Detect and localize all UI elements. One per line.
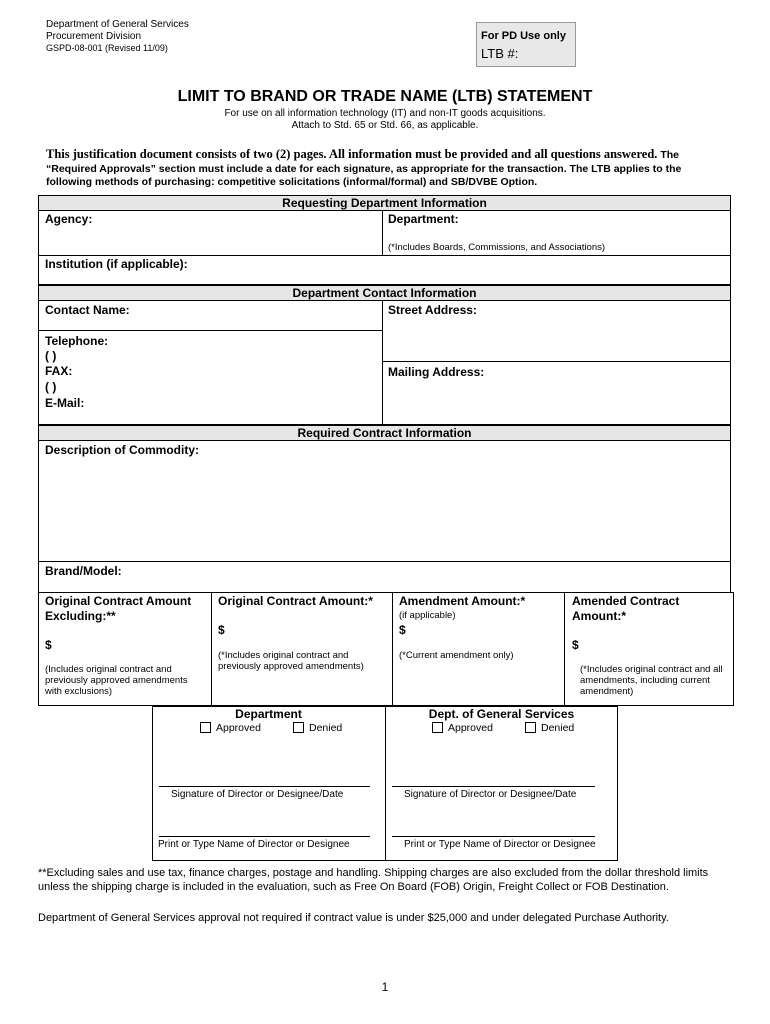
divider bbox=[382, 300, 383, 425]
intro-rest: The “Required Approvals” section must include a date for each signature, as appropriate for the transaction. The LTB applies to the following methods of purchasing: competitive solicitations (informal/formal) and SB/DVBE Option. bbox=[46, 149, 682, 188]
amended-contract-title: Amended Contract Amount:* bbox=[572, 594, 680, 623]
divider bbox=[382, 361, 731, 362]
divider bbox=[382, 210, 383, 256]
page-title: LIMIT TO BRAND OR TRADE NAME (LTB) STATEMENT bbox=[177, 88, 593, 105]
fax-area-code[interactable]: ( ) bbox=[45, 380, 57, 394]
amendment-amount-value[interactable]: $ bbox=[399, 623, 406, 637]
footnote-dgs-approval: Department of General Services approval not required if contract value is under $25,000 and under delegated Purchase Authority. bbox=[38, 912, 669, 924]
brand-model-label[interactable]: Brand/Model: bbox=[45, 564, 122, 578]
intro-lead: This justification document consists of two (2) pages. All information must be provided and all questions answered. bbox=[46, 147, 658, 161]
pd-use-title: For PD Use only bbox=[481, 30, 566, 42]
dept-signature-label: Signature of Director or Designee/Date bbox=[171, 789, 344, 800]
subtitle-usage: For use on all information technology (IT) and non-IT goods acquisitions. bbox=[224, 108, 546, 119]
intro-paragraph bbox=[46, 148, 706, 190]
original-excluding-amount[interactable]: $ bbox=[45, 638, 52, 652]
dgs-approved-checkbox[interactable] bbox=[432, 722, 443, 733]
fax-label[interactable]: FAX: bbox=[45, 364, 73, 378]
dept-print-name-line[interactable] bbox=[159, 836, 370, 837]
dept-print-name-label: Print or Type Name of Director or Designee bbox=[158, 839, 350, 850]
section-contract-info: Required Contract Information bbox=[38, 425, 731, 441]
original-amount-value[interactable]: $ bbox=[218, 623, 225, 637]
divider bbox=[392, 592, 393, 706]
subtitle-attach: Attach to Std. 65 or Std. 66, as applicable. bbox=[291, 120, 479, 131]
contact-block bbox=[38, 300, 731, 425]
amendment-if-applicable: (if applicable) bbox=[399, 610, 456, 621]
page-number: 1 bbox=[381, 980, 389, 994]
commodity-box bbox=[38, 440, 731, 562]
telephone-label[interactable]: Telephone: bbox=[45, 334, 109, 348]
commodity-label[interactable]: Description of Commodity: bbox=[45, 443, 200, 457]
header-division: Procurement Division bbox=[46, 31, 142, 42]
brand-model-row bbox=[38, 561, 731, 593]
department-note: (*Includes Boards, Commissions, and Associations) bbox=[388, 242, 606, 253]
email-label[interactable]: E-Mail: bbox=[45, 396, 85, 410]
pd-use-box bbox=[476, 22, 576, 67]
dgs-denied-label: Denied bbox=[541, 722, 575, 734]
dept-approved-label: Approved bbox=[216, 722, 261, 734]
contact-name-label[interactable]: Contact Name: bbox=[45, 303, 130, 317]
original-excluding-title: Original Contract Amount Excluding:** bbox=[45, 594, 192, 623]
dept-signature-line[interactable] bbox=[159, 786, 370, 787]
form-id: GSPD-08-001 (Revised 11/09) bbox=[46, 43, 168, 53]
approval-dept-heading: Department bbox=[235, 707, 302, 721]
section-contact-info: Department Contact Information bbox=[38, 285, 731, 301]
dept-denied-label: Denied bbox=[309, 722, 343, 734]
department-label[interactable]: Department: bbox=[388, 212, 459, 226]
dgs-signature-label: Signature of Director or Designee/Date bbox=[404, 789, 577, 800]
divider bbox=[564, 592, 565, 706]
footnote-exclusions: **Excluding sales and use tax, finance charges, postage and handling. Shipping charges are also excluded from the dollar threshold limits unless the shipping charge is included in the evaluation, such as Free On Board (FOB) Origin, Freight Collect or FOB Destination. bbox=[38, 867, 709, 893]
dgs-approved-label: Approved bbox=[448, 722, 493, 734]
approval-dgs-heading: Dept. of General Services bbox=[428, 707, 575, 721]
divider bbox=[385, 706, 386, 861]
dgs-print-name-line[interactable] bbox=[392, 836, 595, 837]
original-amount-note: (*Includes original contract and previously approved amendments) bbox=[218, 650, 364, 672]
dept-approved-checkbox[interactable] bbox=[200, 722, 211, 733]
amended-contract-value[interactable]: $ bbox=[572, 638, 579, 652]
original-excluding-note: (Includes original contract and previously approved amendments with exclusions) bbox=[45, 664, 188, 697]
street-address-label[interactable]: Street Address: bbox=[388, 303, 477, 317]
amended-contract-note: (*Includes original contract and all amendments, including current amendment) bbox=[580, 664, 723, 697]
divider bbox=[211, 592, 212, 706]
amendment-amount-title: Amendment Amount:* bbox=[399, 594, 526, 608]
dept-denied-checkbox[interactable] bbox=[293, 722, 304, 733]
dgs-signature-line[interactable] bbox=[392, 786, 595, 787]
agency-label[interactable]: Agency: bbox=[45, 212, 93, 226]
section-requesting-dept: Requesting Department Information bbox=[38, 195, 731, 211]
ltb-number-field[interactable]: LTB #: bbox=[481, 46, 519, 61]
telephone-area-code[interactable]: ( ) bbox=[45, 349, 57, 363]
agency-dept-row bbox=[38, 210, 731, 256]
amendment-note: (*Current amendment only) bbox=[399, 650, 514, 661]
dgs-denied-checkbox[interactable] bbox=[525, 722, 536, 733]
dgs-print-name-label: Print or Type Name of Director or Designee bbox=[404, 839, 596, 850]
header-dept: Department of General Services bbox=[46, 19, 189, 30]
institution-label[interactable]: Institution (if applicable): bbox=[45, 257, 188, 271]
mailing-address-label[interactable]: Mailing Address: bbox=[388, 365, 485, 379]
divider bbox=[38, 330, 382, 331]
original-amount-title: Original Contract Amount:* bbox=[218, 594, 373, 608]
